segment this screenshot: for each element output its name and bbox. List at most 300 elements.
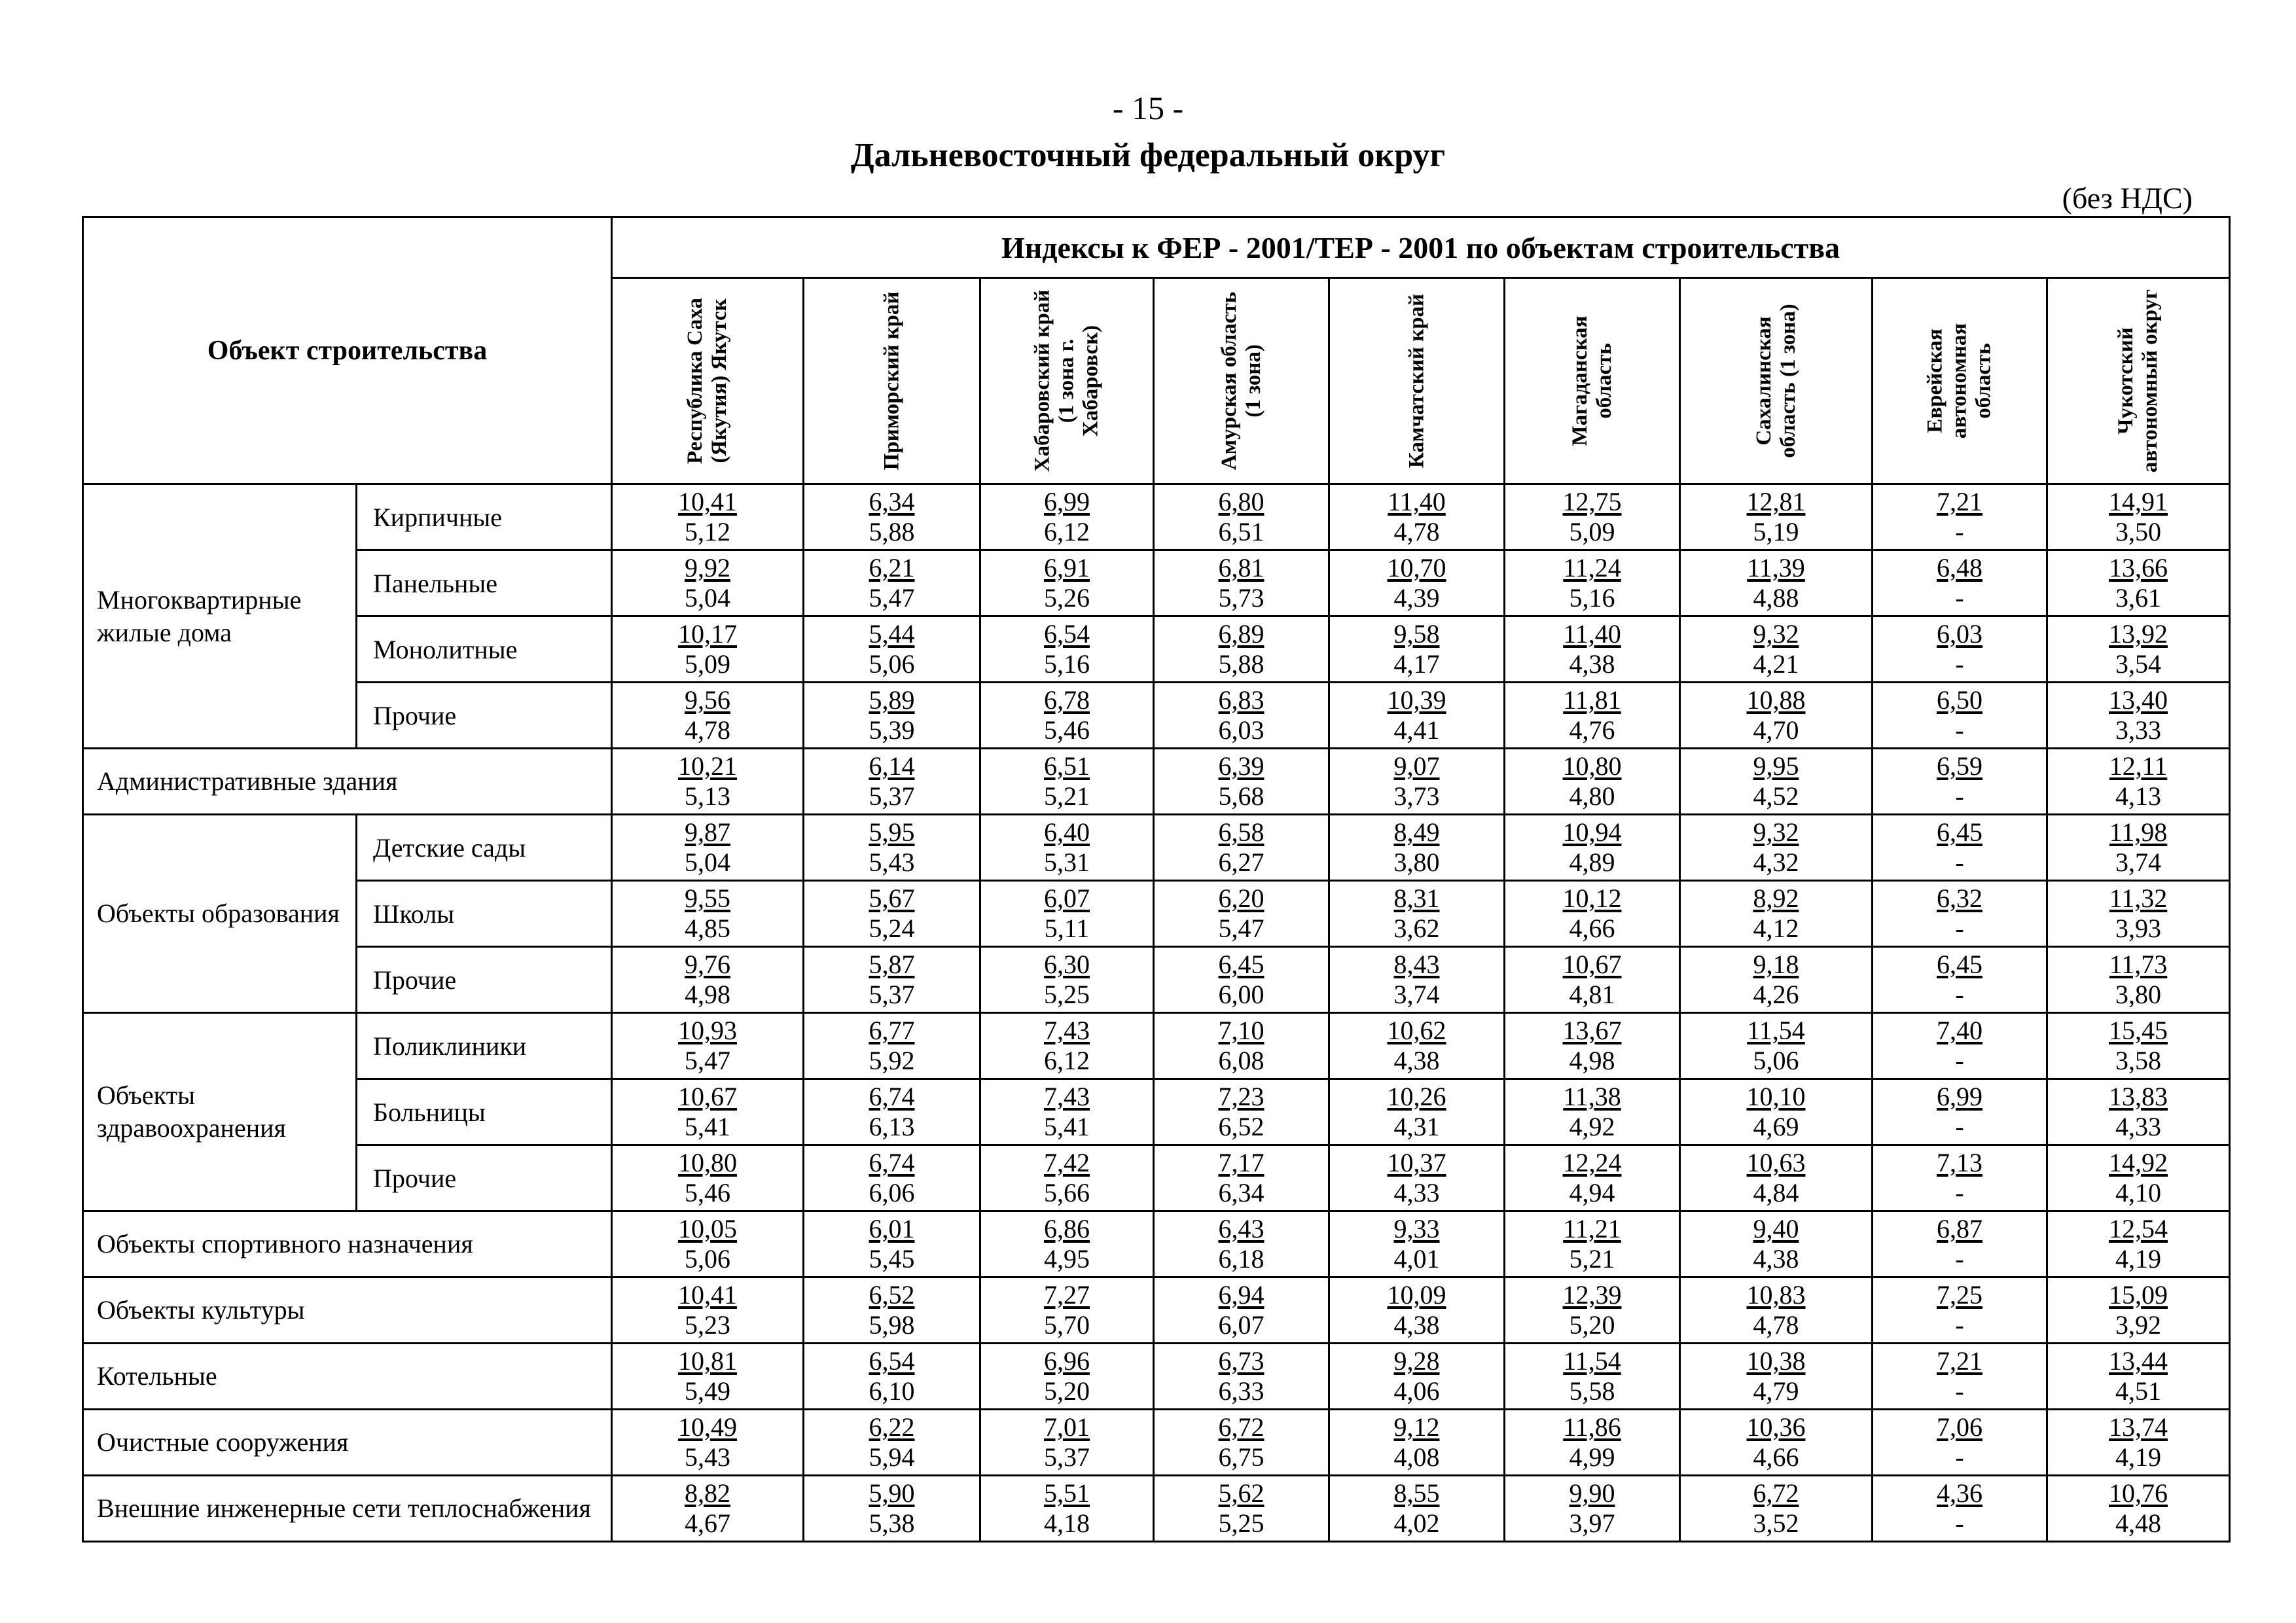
index-value-top: 9,32	[1753, 619, 1799, 649]
index-value-top: 6,58	[1218, 817, 1265, 847]
index-cell	[2047, 1344, 2230, 1410]
index-cell	[1505, 1476, 1680, 1542]
index-value-bottom: 3,33	[2115, 715, 2162, 745]
index-value-top: 6,45	[1937, 817, 1982, 847]
index-value-top: 10,12	[1562, 883, 1622, 913]
index-value-top: 10,09	[1387, 1280, 1446, 1310]
page-number: - 15 -	[1112, 90, 1184, 126]
index-value-top: 10,81	[678, 1346, 737, 1376]
index-value-bottom: -	[1955, 781, 1964, 811]
index-cell	[1154, 1211, 1329, 1277]
index-value-top: 6,73	[1218, 1346, 1265, 1376]
index-value-top: 6,45	[1937, 950, 1982, 979]
index-value-bottom: 5,04	[685, 847, 730, 877]
index-value-bottom: 4,38	[1393, 1046, 1440, 1075]
index-value-top: 6,32	[1937, 883, 1982, 913]
index-cell	[2047, 1145, 2230, 1211]
index-cell	[612, 881, 804, 947]
index-value-bottom: 5,21	[1569, 1244, 1615, 1274]
index-value-top: 14,92	[2109, 1148, 2168, 1177]
index-value-top: 7,17	[1218, 1148, 1265, 1177]
index-value-top: 8,43	[1393, 950, 1440, 979]
index-value-top: 10,80	[678, 1148, 737, 1177]
index-value-top: 10,80	[1562, 751, 1622, 781]
index-value-bottom: 5,04	[685, 583, 730, 613]
index-value-top: 6,99	[1937, 1082, 1982, 1111]
index-value-bottom: 4,39	[1393, 583, 1440, 613]
index-cell	[804, 1476, 980, 1542]
index-cell	[1154, 1079, 1329, 1145]
index-value-bottom: 4,79	[1753, 1376, 1799, 1406]
index-value-bottom: 4,38	[1753, 1244, 1799, 1274]
index-value-top: 5,90	[869, 1478, 915, 1508]
index-cell	[1329, 815, 1505, 881]
index-value-bottom: 4,21	[1753, 649, 1799, 679]
index-value-top: 10,38	[1746, 1346, 1806, 1376]
object-group: Объекты здравоохранения	[83, 1013, 357, 1211]
index-cell	[1680, 1410, 1873, 1476]
index-value-top: 10,41	[678, 487, 737, 516]
index-value-bottom: 5,41	[685, 1112, 730, 1141]
object-name: Административные здания	[83, 749, 612, 815]
index-value-bottom: 4,48	[2115, 1508, 2162, 1538]
index-value-top: 6,52	[869, 1280, 915, 1310]
index-value-bottom: -	[1955, 847, 1964, 877]
index-value-top: 13,40	[2109, 685, 2168, 715]
object-name: Объекты культуры	[83, 1277, 612, 1344]
index-value-bottom: 5,41	[1044, 1112, 1090, 1141]
index-cell	[1680, 1476, 1873, 1542]
index-value-bottom: 4,67	[685, 1508, 730, 1538]
page-title: Дальневосточный федеральный округ	[850, 137, 1446, 174]
index-cell	[612, 1476, 804, 1542]
index-cell	[1329, 683, 1505, 749]
index-value-top: 7,13	[1937, 1148, 1982, 1177]
index-value-top: 12,81	[1746, 487, 1806, 516]
index-value-bottom: 4,95	[1044, 1244, 1090, 1274]
index-value-top: 6,81	[1218, 553, 1265, 582]
index-value-top: 5,62	[1218, 1478, 1265, 1508]
index-value-bottom: -	[1955, 1244, 1964, 1274]
index-value-top: 10,70	[1387, 553, 1446, 582]
index-value-top: 10,37	[1387, 1148, 1446, 1177]
index-value-top: 12,11	[2109, 751, 2168, 781]
index-value-top: 9,33	[1393, 1214, 1440, 1243]
index-value-bottom: 4,18	[1044, 1508, 1090, 1538]
index-value-top: 9,76	[685, 950, 730, 979]
index-value-bottom: 4,66	[1753, 1442, 1799, 1472]
index-value-top: 10,39	[1387, 685, 1446, 715]
index-cell	[612, 616, 804, 683]
index-cell	[1505, 683, 1680, 749]
index-value-bottom: 4,02	[1393, 1508, 1440, 1538]
table-row	[83, 550, 2230, 616]
index-value-bottom: 3,80	[1393, 847, 1440, 877]
index-cell	[980, 947, 1154, 1013]
table-row	[83, 616, 2230, 683]
index-value-bottom: -	[1955, 1508, 1964, 1538]
index-value-top: 10,62	[1387, 1016, 1446, 1045]
index-value-bottom: 5,94	[869, 1442, 915, 1472]
index-value-top: 6,40	[1044, 817, 1090, 847]
index-cell	[1680, 1145, 1873, 1211]
index-value-top: 10,21	[678, 751, 737, 781]
index-value-bottom: 5,12	[685, 517, 730, 546]
index-value-bottom: 5,68	[1218, 781, 1265, 811]
region-header-7: Сахалинская область (1 зона)	[1680, 278, 1873, 484]
index-cell	[2047, 484, 2230, 550]
index-value-bottom: 5,43	[869, 847, 915, 877]
region-header-6: Магаданская область	[1505, 278, 1680, 484]
index-cell	[980, 550, 1154, 616]
index-cell	[1154, 881, 1329, 947]
index-value-top: 10,10	[1746, 1082, 1806, 1111]
index-value-top: 13,92	[2109, 619, 2168, 649]
index-value-top: 8,92	[1753, 883, 1799, 913]
table-row	[83, 749, 2230, 815]
index-cell	[980, 1344, 1154, 1410]
index-value-bottom: 4,81	[1569, 980, 1615, 1009]
index-cell	[1329, 749, 1505, 815]
index-cell	[612, 683, 804, 749]
index-value-top: 6,21	[869, 553, 915, 582]
object-group: Многоквартирные жилые дома	[83, 484, 357, 749]
index-value-bottom: 6,07	[1218, 1310, 1265, 1340]
object-name: Очистные сооружения	[83, 1410, 612, 1476]
index-cell	[804, 1277, 980, 1344]
index-value-top: 6,50	[1937, 685, 1982, 715]
index-value-top: 5,89	[869, 685, 915, 715]
object-subtype: Школы	[357, 881, 612, 947]
index-value-bottom: 5,47	[685, 1046, 730, 1075]
index-cell	[804, 484, 980, 550]
index-cell	[2047, 881, 2230, 947]
index-value-bottom: -	[1955, 980, 1964, 1009]
index-value-top: 11,40	[1563, 619, 1621, 649]
index-cell	[1873, 749, 2047, 815]
object-name: Объекты спортивного назначения	[83, 1211, 612, 1277]
object-subtype: Монолитные	[357, 616, 612, 683]
index-value-top: 10,63	[1746, 1148, 1806, 1177]
index-value-top: 6,51	[1044, 751, 1090, 781]
index-cell	[1680, 683, 1873, 749]
index-value-bottom: 4,92	[1569, 1112, 1615, 1141]
index-value-top: 6,87	[1937, 1214, 1982, 1243]
region-header-9: Чукотский автономный округ	[2047, 278, 2230, 484]
index-value-top: 15,09	[2109, 1280, 2168, 1310]
index-cell	[980, 1277, 1154, 1344]
index-cell	[1329, 616, 1505, 683]
table-row	[83, 1410, 2230, 1476]
index-cell	[1680, 815, 1873, 881]
index-value-bottom: 3,97	[1569, 1508, 1615, 1538]
index-cell	[1329, 947, 1505, 1013]
index-value-top: 6,22	[869, 1412, 915, 1442]
index-value-bottom: 3,58	[2115, 1046, 2162, 1075]
index-value-top: 11,86	[1563, 1412, 1621, 1442]
index-value-top: 6,74	[869, 1082, 915, 1111]
index-value-bottom: 4,33	[2115, 1112, 2162, 1141]
index-value-top: 7,10	[1218, 1016, 1265, 1045]
index-cell	[2047, 1211, 2230, 1277]
index-cell	[1329, 881, 1505, 947]
index-value-bottom: 5,88	[1218, 649, 1265, 679]
index-cell	[804, 616, 980, 683]
table-row	[83, 683, 2230, 749]
index-value-top: 6,94	[1218, 1280, 1265, 1310]
index-cell	[980, 1013, 1154, 1079]
index-value-top: 6,48	[1937, 553, 1982, 582]
index-value-bottom: 6,06	[869, 1178, 915, 1207]
index-cell	[612, 1277, 804, 1344]
index-value-bottom: 6,27	[1218, 847, 1265, 877]
table-row	[83, 1476, 2230, 1542]
index-cell	[2047, 947, 2230, 1013]
index-value-top: 9,18	[1753, 950, 1799, 979]
index-value-top: 11,98	[2109, 817, 2168, 847]
index-cell	[1873, 1145, 2047, 1211]
index-value-bottom: 6,10	[869, 1376, 915, 1406]
index-value-top: 11,32	[2109, 883, 2168, 913]
index-value-bottom: 4,78	[685, 715, 730, 745]
index-cell	[1873, 550, 2047, 616]
index-value-bottom: 4,52	[1753, 781, 1799, 811]
index-value-top: 9,87	[685, 817, 730, 847]
index-value-bottom: 4,85	[685, 914, 730, 943]
index-cell	[1873, 1079, 2047, 1145]
index-value-bottom: 5,47	[1218, 914, 1265, 943]
index-cell	[2047, 1013, 2230, 1079]
index-value-bottom: 4,88	[1753, 583, 1799, 613]
index-value-top: 6,99	[1044, 487, 1090, 516]
index-value-top: 6,54	[1044, 619, 1090, 649]
index-value-top: 6,89	[1218, 619, 1265, 649]
index-value-top: 6,54	[869, 1346, 915, 1376]
index-value-top: 7,40	[1937, 1016, 1982, 1045]
index-cell	[1154, 749, 1329, 815]
index-value-top: 7,06	[1937, 1412, 1982, 1442]
index-value-bottom: 4,08	[1393, 1442, 1440, 1472]
index-cell	[1505, 484, 1680, 550]
index-value-bottom: 4,13	[2115, 781, 2162, 811]
index-cell	[1329, 1277, 1505, 1344]
index-value-bottom: 6,12	[1044, 517, 1090, 546]
index-table-body	[83, 484, 2230, 1542]
index-value-bottom: 4,06	[1393, 1376, 1440, 1406]
index-value-top: 6,07	[1044, 883, 1090, 913]
index-value-bottom: 4,38	[1393, 1310, 1440, 1340]
index-cell	[1505, 1079, 1680, 1145]
index-value-bottom: 5,06	[869, 649, 915, 679]
object-subtype: Больницы	[357, 1079, 612, 1145]
index-cell	[1873, 616, 2047, 683]
index-cell	[1505, 947, 1680, 1013]
index-cell	[1680, 1277, 1873, 1344]
object-subtype: Прочие	[357, 947, 612, 1013]
index-value-bottom: 6,34	[1218, 1178, 1265, 1207]
index-value-top: 4,36	[1937, 1478, 1982, 1508]
index-value-bottom: 5,73	[1218, 583, 1265, 613]
index-cell	[1873, 1410, 2047, 1476]
index-value-bottom: 4,89	[1569, 847, 1615, 877]
index-cell	[1505, 749, 1680, 815]
index-cell	[1680, 881, 1873, 947]
index-cell	[612, 947, 804, 1013]
index-cell	[1154, 616, 1329, 683]
index-cell	[1873, 1013, 2047, 1079]
index-cell	[612, 550, 804, 616]
object-subtype: Прочие	[357, 1145, 612, 1211]
index-value-bottom: 5,06	[685, 1244, 730, 1274]
index-table	[82, 216, 2231, 1543]
index-value-top: 11,54	[1563, 1346, 1621, 1376]
index-value-top: 10,36	[1746, 1412, 1806, 1442]
index-cell	[1505, 550, 1680, 616]
index-value-bottom: 6,18	[1218, 1244, 1265, 1274]
index-value-bottom: 4,76	[1569, 715, 1615, 745]
index-value-bottom: 5,25	[1044, 980, 1090, 1009]
index-value-top: 5,51	[1044, 1478, 1090, 1508]
object-subtype: Детские сады	[357, 815, 612, 881]
index-cell	[612, 1211, 804, 1277]
index-value-bottom: 4,32	[1753, 847, 1799, 877]
index-value-top: 10,93	[678, 1016, 737, 1045]
index-value-top: 13,83	[2109, 1082, 2168, 1111]
index-value-bottom: 5,88	[869, 517, 915, 546]
index-cell	[804, 881, 980, 947]
index-cell	[1873, 815, 2047, 881]
index-value-bottom: 5,20	[1044, 1376, 1090, 1406]
index-value-top: 9,55	[685, 883, 730, 913]
index-value-top: 6,39	[1218, 751, 1265, 781]
index-cell	[1873, 484, 2047, 550]
index-value-top: 9,56	[685, 685, 730, 715]
index-value-bottom: 5,24	[869, 914, 915, 943]
index-value-bottom: -	[1955, 1112, 1964, 1141]
index-cell	[1154, 1410, 1329, 1476]
index-value-bottom: 4,99	[1569, 1442, 1615, 1472]
index-value-top: 6,78	[1044, 685, 1090, 715]
index-cell	[612, 1013, 804, 1079]
index-value-bottom: -	[1955, 1046, 1964, 1075]
object-subtype: Прочие	[357, 683, 612, 749]
index-value-bottom: 3,62	[1393, 914, 1440, 943]
index-value-bottom: 4,31	[1393, 1112, 1440, 1141]
region-header-2: Приморский край	[804, 278, 980, 484]
index-value-top: 6,83	[1218, 685, 1265, 715]
index-cell	[612, 1079, 804, 1145]
index-value-bottom: 5,46	[1044, 715, 1090, 745]
index-cell	[1505, 1013, 1680, 1079]
index-value-bottom: 4,01	[1393, 1244, 1440, 1274]
index-value-bottom: 5,98	[869, 1310, 915, 1340]
index-value-bottom: 4,26	[1753, 980, 1799, 1009]
table-row	[83, 1344, 2230, 1410]
index-cell	[1873, 947, 2047, 1013]
object-subtype: Поликлиники	[357, 1013, 612, 1079]
index-value-bottom: 5,19	[1753, 517, 1799, 546]
index-cell	[980, 1145, 1154, 1211]
index-cell	[2047, 616, 2230, 683]
table-row	[83, 1277, 2230, 1344]
index-value-bottom: -	[1955, 1442, 1964, 1472]
index-value-top: 10,67	[678, 1082, 737, 1111]
index-value-bottom: 5,13	[685, 781, 730, 811]
index-value-top: 11,39	[1747, 553, 1805, 582]
index-value-bottom: 4,84	[1753, 1178, 1799, 1207]
index-value-bottom: -	[1955, 517, 1964, 546]
index-value-top: 6,72	[1753, 1478, 1799, 1508]
index-value-top: 6,45	[1218, 950, 1265, 979]
table-row	[83, 1145, 2230, 1211]
index-value-bottom: 5,39	[869, 715, 915, 745]
index-value-top: 6,86	[1044, 1214, 1090, 1243]
index-cell	[1505, 616, 1680, 683]
object-group: Объекты образования	[83, 815, 357, 1013]
index-value-bottom: 4,10	[2115, 1178, 2162, 1207]
index-value-top: 7,27	[1044, 1280, 1090, 1310]
object-subtype: Панельные	[357, 550, 612, 616]
index-cell	[612, 815, 804, 881]
index-value-bottom: 3,74	[2115, 847, 2162, 877]
index-value-bottom: 6,13	[869, 1112, 915, 1141]
index-value-bottom: 5,46	[685, 1178, 730, 1207]
object-subtype: Кирпичные	[357, 484, 612, 550]
index-value-bottom: 5,92	[869, 1046, 915, 1075]
index-value-top: 10,76	[2109, 1478, 2168, 1508]
index-value-bottom: 4,98	[685, 980, 730, 1009]
index-value-top: 6,20	[1218, 883, 1265, 913]
index-value-top: 10,83	[1746, 1280, 1806, 1310]
index-value-top: 10,26	[1387, 1082, 1446, 1111]
index-value-top: 6,43	[1218, 1214, 1265, 1243]
index-cell	[2047, 749, 2230, 815]
index-value-top: 11,54	[1747, 1016, 1805, 1045]
index-value-bottom: 5,20	[1569, 1310, 1615, 1340]
index-cell	[804, 1013, 980, 1079]
index-value-bottom: 4,38	[1569, 649, 1615, 679]
index-value-top: 10,94	[1562, 817, 1622, 847]
table-row	[83, 881, 2230, 947]
table-row	[83, 1211, 2230, 1277]
index-value-top: 11,81	[1563, 685, 1621, 715]
index-value-bottom: 5,06	[1753, 1046, 1799, 1075]
index-value-bottom: 5,31	[1044, 847, 1090, 877]
index-value-top: 10,67	[1562, 950, 1622, 979]
index-cell	[1505, 881, 1680, 947]
index-value-top: 5,95	[869, 817, 915, 847]
index-cell	[1329, 1476, 1505, 1542]
table-row	[83, 1079, 2230, 1145]
index-cell	[1680, 947, 1873, 1013]
index-cell	[2047, 1476, 2230, 1542]
index-value-bottom: 5,09	[685, 649, 730, 679]
table-row	[83, 947, 2230, 1013]
index-value-bottom: -	[1955, 583, 1964, 613]
index-value-top: 12,24	[1562, 1148, 1622, 1177]
index-cell	[980, 616, 1154, 683]
index-value-bottom: 5,11	[1044, 914, 1090, 943]
region-header-5: Камчатский край	[1329, 278, 1505, 484]
index-value-bottom: 5,37	[1044, 1442, 1090, 1472]
index-cell	[2047, 1079, 2230, 1145]
index-value-bottom: 4,78	[1393, 517, 1440, 546]
index-value-bottom: 5,21	[1044, 781, 1090, 811]
index-cell	[1873, 683, 2047, 749]
index-value-bottom: 6,08	[1218, 1046, 1265, 1075]
index-value-bottom: 4,94	[1569, 1178, 1615, 1207]
index-value-bottom: 6,03	[1218, 715, 1265, 745]
